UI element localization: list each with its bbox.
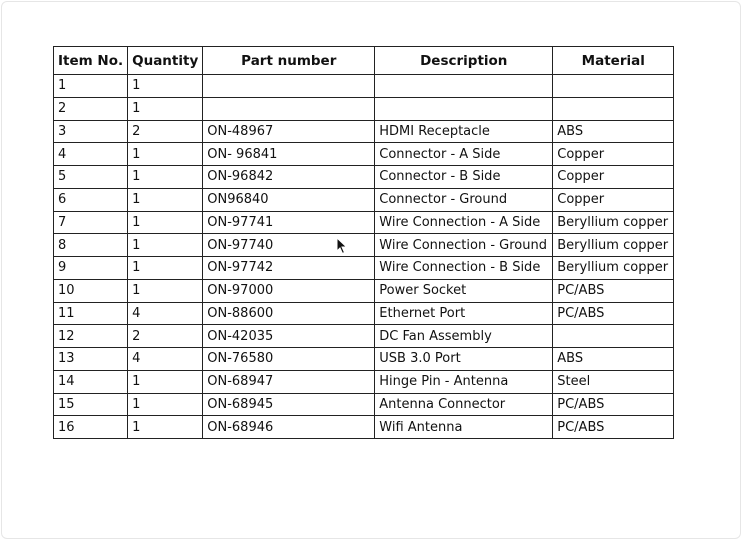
cell-part-number: ON-88600 xyxy=(203,302,375,325)
cell-material: Steel xyxy=(553,370,674,393)
cell-material xyxy=(553,325,674,348)
cell-part-number: ON-68947 xyxy=(203,370,375,393)
cell-quantity: 2 xyxy=(128,325,203,348)
cell-material: Beryllium copper xyxy=(553,257,674,280)
cell-item-no: 13 xyxy=(54,348,128,371)
cell-item-no: 10 xyxy=(54,279,128,302)
document-frame xyxy=(1,1,741,539)
cell-part-number: ON-68946 xyxy=(203,416,375,439)
cell-description xyxy=(375,97,553,120)
cell-quantity: 4 xyxy=(128,302,203,325)
cell-part-number: ON-97741 xyxy=(203,211,375,234)
cell-item-no: 3 xyxy=(54,120,128,143)
header-description: Description xyxy=(375,47,553,75)
cell-item-no: 14 xyxy=(54,370,128,393)
cell-item-no: 12 xyxy=(54,325,128,348)
cell-part-number xyxy=(203,97,375,120)
cell-quantity: 4 xyxy=(128,348,203,371)
cell-part-number: ON-97742 xyxy=(203,257,375,280)
cell-description: Connector - B Side xyxy=(375,166,553,189)
cell-quantity: 1 xyxy=(128,393,203,416)
cell-item-no: 16 xyxy=(54,416,128,439)
cell-quantity: 1 xyxy=(128,143,203,166)
cell-quantity: 1 xyxy=(128,279,203,302)
cell-quantity: 1 xyxy=(128,166,203,189)
cell-material: PC/ABS xyxy=(553,302,674,325)
cell-part-number: ON- 96841 xyxy=(203,143,375,166)
cell-quantity: 2 xyxy=(128,120,203,143)
cell-part-number: ON96840 xyxy=(203,188,375,211)
table-row xyxy=(54,143,674,166)
cell-part-number: ON-48967 xyxy=(203,120,375,143)
cell-part-number: ON-97740 xyxy=(203,234,375,257)
table-header-row xyxy=(54,47,674,75)
bill-of-materials-table xyxy=(53,46,674,439)
cell-description: USB 3.0 Port xyxy=(375,348,553,371)
table-row xyxy=(54,416,674,439)
cell-part-number: ON-42035 xyxy=(203,325,375,348)
cell-material: Copper xyxy=(553,143,674,166)
cell-quantity: 1 xyxy=(128,211,203,234)
cell-description: Wire Connection - B Side xyxy=(375,257,553,280)
table-row xyxy=(54,370,674,393)
table-row xyxy=(54,211,674,234)
cell-material: PC/ABS xyxy=(553,279,674,302)
cell-quantity: 1 xyxy=(128,257,203,280)
cell-description xyxy=(375,75,553,98)
cell-item-no: 11 xyxy=(54,302,128,325)
cell-description: Ethernet Port xyxy=(375,302,553,325)
cell-item-no: 4 xyxy=(54,143,128,166)
cell-item-no: 2 xyxy=(54,97,128,120)
cell-item-no: 5 xyxy=(54,166,128,189)
cell-description: Wifi Antenna xyxy=(375,416,553,439)
cell-material: ABS xyxy=(553,348,674,371)
table-row xyxy=(54,75,674,98)
cell-material: PC/ABS xyxy=(553,393,674,416)
table-row xyxy=(54,302,674,325)
cell-description: Connector - Ground xyxy=(375,188,553,211)
cell-description: Wire Connection - A Side xyxy=(375,211,553,234)
header-quantity: Quantity xyxy=(128,47,203,75)
cell-item-no: 1 xyxy=(54,75,128,98)
header-part-number: Part number xyxy=(203,47,375,75)
cell-description: Hinge Pin - Antenna xyxy=(375,370,553,393)
cell-item-no: 9 xyxy=(54,257,128,280)
cell-part-number xyxy=(203,75,375,98)
cell-description: Antenna Connector xyxy=(375,393,553,416)
cell-quantity: 1 xyxy=(128,75,203,98)
table-row xyxy=(54,234,674,257)
table-body xyxy=(54,75,674,439)
cell-item-no: 7 xyxy=(54,211,128,234)
table-row xyxy=(54,257,674,280)
table-row xyxy=(54,97,674,120)
cell-part-number: ON-96842 xyxy=(203,166,375,189)
table-row xyxy=(54,120,674,143)
cell-part-number: ON-97000 xyxy=(203,279,375,302)
cell-item-no: 15 xyxy=(54,393,128,416)
cell-material xyxy=(553,97,674,120)
cell-material: PC/ABS xyxy=(553,416,674,439)
cell-quantity: 1 xyxy=(128,416,203,439)
cell-item-no: 8 xyxy=(54,234,128,257)
cell-material xyxy=(553,75,674,98)
cell-description: Wire Connection - Ground xyxy=(375,234,553,257)
table-row xyxy=(54,188,674,211)
cell-item-no: 6 xyxy=(54,188,128,211)
cell-material: Beryllium copper xyxy=(553,234,674,257)
cell-material: Beryllium copper xyxy=(553,211,674,234)
cell-material: Copper xyxy=(553,188,674,211)
table-row xyxy=(54,393,674,416)
cell-description: DC Fan Assembly xyxy=(375,325,553,348)
cell-part-number: ON-68945 xyxy=(203,393,375,416)
cell-quantity: 1 xyxy=(128,97,203,120)
cell-material: ABS xyxy=(553,120,674,143)
cell-quantity: 1 xyxy=(128,234,203,257)
table-row xyxy=(54,348,674,371)
mouse-pointer-icon xyxy=(336,237,348,255)
cell-part-number: ON-76580 xyxy=(203,348,375,371)
header-item-no: Item No. xyxy=(54,47,128,75)
cell-quantity: 1 xyxy=(128,188,203,211)
cell-description: Power Socket xyxy=(375,279,553,302)
table-row xyxy=(54,166,674,189)
table-row xyxy=(54,325,674,348)
table-row xyxy=(54,279,674,302)
cell-description: HDMI Receptacle xyxy=(375,120,553,143)
cell-quantity: 1 xyxy=(128,370,203,393)
cell-description: Connector - A Side xyxy=(375,143,553,166)
cell-material: Copper xyxy=(553,166,674,189)
header-material: Material xyxy=(553,47,674,75)
